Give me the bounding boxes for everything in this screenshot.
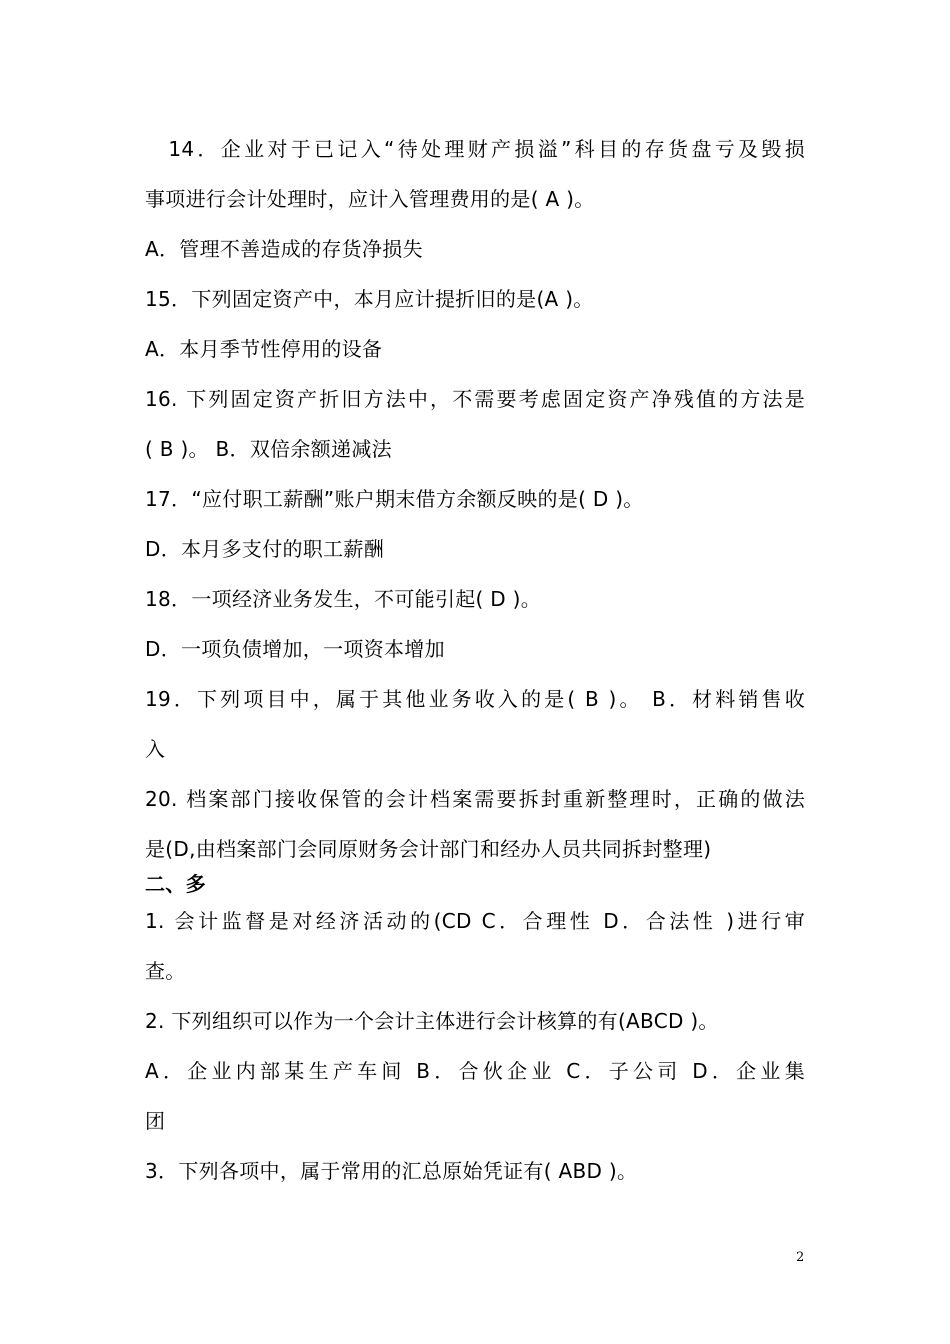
question-19-text-continued: 入 bbox=[145, 737, 166, 761]
multi-question-2-text: 2. 下列组织可以作为一个会计主体进行会计核算的有(ABCD )。 bbox=[145, 1009, 719, 1033]
multi-question-3-text: 3．下列各项中，属于常用的汇总原始凭证有( ABD )。 bbox=[145, 1159, 638, 1183]
multi-question-2-options: A．企业内部某生产车间 B．合伙企业 C．子公司 D．企业集 bbox=[145, 1059, 805, 1083]
question-16-answer: ( B )。 B．双倍余额递减法 bbox=[145, 437, 392, 461]
question-14-text-continued: 事项进行会计处理时，应计入管理费用的是( A )。 bbox=[145, 187, 595, 211]
question-14-answer: A．管理不善造成的存货净损失 bbox=[145, 237, 423, 261]
question-16-text: 16. 下列固定资产折旧方法中，不需要考虑固定资产净残值的方法是 bbox=[145, 387, 805, 411]
question-14-text: 14．企业对于已记入“待处理财产损溢”科目的存货盘亏及毁损 bbox=[145, 137, 805, 161]
question-20-text-continued: 是(D,由档案部门会同原财务会计部门和经办人员共同拆封整理) bbox=[145, 837, 712, 861]
multi-question-1-text: 1. 会计监督是对经济活动的(CD C．合理性 D．合法性 )进行审 bbox=[145, 909, 806, 933]
section-heading: 二、多 bbox=[145, 872, 206, 896]
question-19-text: 19．下列项目中，属于其他业务收入的是( B )。 B．材料销售收 bbox=[145, 687, 805, 711]
multi-question-1-text-continued: 查。 bbox=[145, 959, 186, 983]
question-18-answer: D．一项负债增加，一项资本增加 bbox=[145, 637, 445, 661]
question-17-text: 17．“应付职工薪酬”账户期末借方余额反映的是( D )。 bbox=[145, 487, 644, 511]
page-number: 2 bbox=[796, 1250, 805, 1265]
question-18-text: 18．一项经济业务发生，不可能引起( D )。 bbox=[145, 587, 542, 611]
question-15-text: 15．下列固定资产中，本月应计提折旧的是(A )。 bbox=[145, 287, 594, 311]
question-17-answer: D．本月多支付的职工薪酬 bbox=[145, 537, 385, 561]
question-15-answer: A．本月季节性停用的设备 bbox=[145, 337, 383, 361]
multi-question-2-options-continued: 团 bbox=[145, 1109, 166, 1133]
question-20-text: 20. 档案部门接收保管的会计档案需要拆封重新整理时，正确的做法 bbox=[145, 787, 805, 811]
